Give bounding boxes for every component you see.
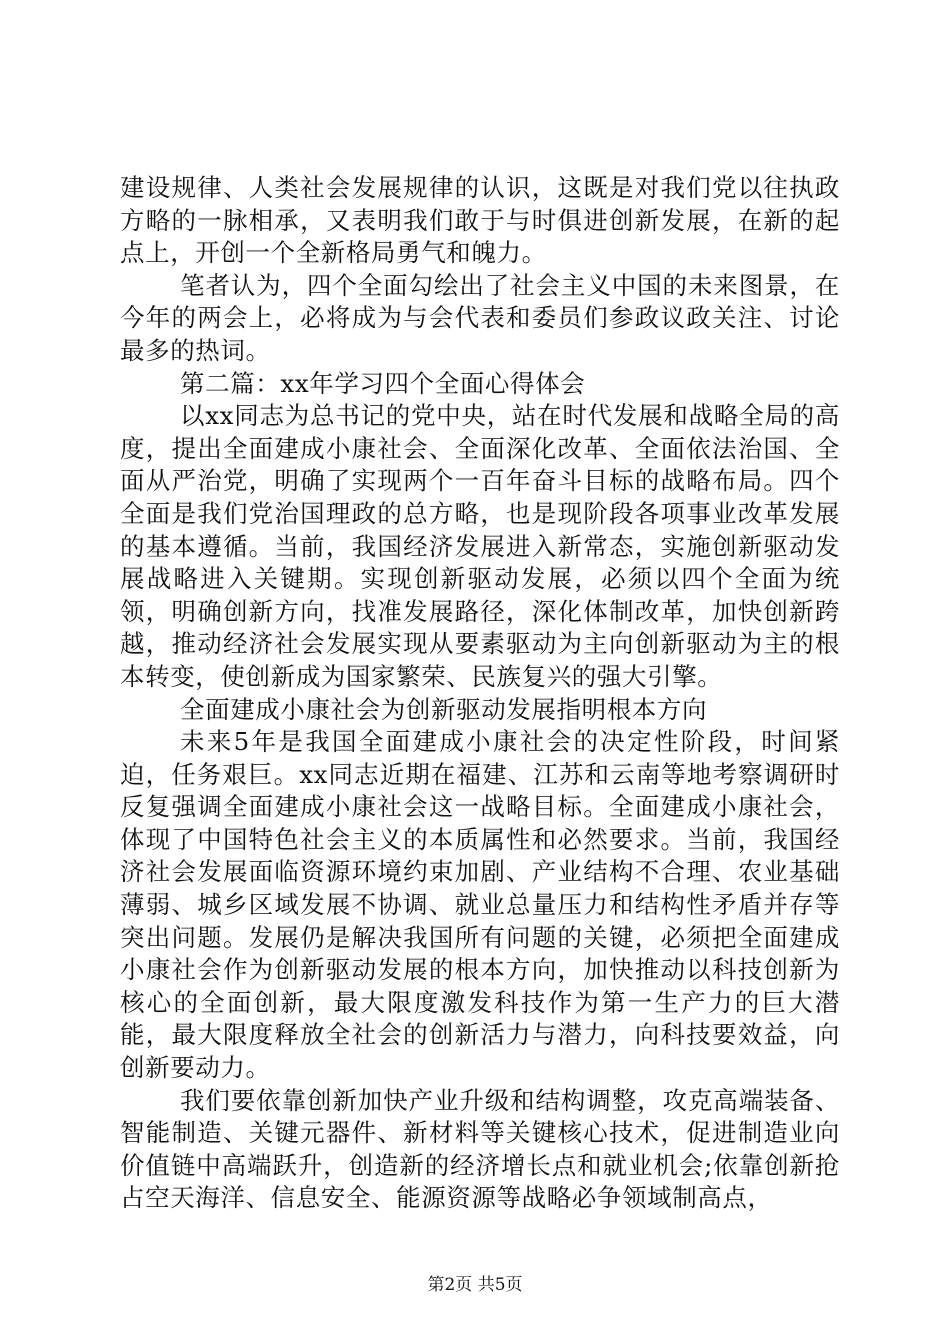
paragraph-4: 未来5年是我国全面建成小康社会的决定性阶段，时间紧迫，任务艰巨。xx同志近期在福建、江苏和云南等地考察调研时反复强调全面建成小康社会这一战略目标。全面建成小康社会，体现了中国特色社会主义的本质属性和必然要求。当前，我国经济社会发展面临资源环境约束加剧、产业结构不合理、农业基础薄弱、城乡区域发展不协调、就业总量压力和结构性矛盾并存等突出问题。发展仍是解决我国所有问题的关键，必须把全面建成小康社会作为创新驱动发展的根本方向，加快推动以科技创新为核心的全面创新，最大限度激发科技作为第一生产力的巨大潜能，最大限度释放全社会的创新活力与潜力，向科技要效益，向创新要动力。	[120, 727, 840, 1083]
subheading: 全面建成小康社会为创新驱动发展指明根本方向	[180, 694, 708, 724]
document-body	[120, 172, 840, 1215]
section-heading: 第二篇：xx年学习四个全面心得体会	[180, 368, 586, 398]
paragraph-5: 我们要依靠创新加快产业升级和结构调整，攻克高端装备、智能制造、关键元器件、新材料等关键核心技术，促进制造业向价值链中高端跃升，创造新的经济增长点和就业机会;依靠创新抢占空天海洋、信息安全、能源资源等战略必争领域制高点，	[120, 1085, 840, 1213]
paragraph-1: 建设规律、人类社会发展规律的认识，这既是对我们党以往执政方略的一脉相承，又表明我们敢于与时俱进创新发展，在新的起点上，开创一个全新格局勇气和魄力。	[120, 173, 840, 268]
paragraph-3: 以xx同志为总书记的党中央，站在时代发展和战略全局的高度，提出全面建成小康社会、全面深化改革、全面依法治国、全面从严治党，明确了实现两个一百年奋斗目标的战略布局。四个全面是我们党治国理政的总方略，也是现阶段各项事业改革发展的基本遵循。当前，我国经济发展进入新常态，实施创新驱动发展战略进入关键期。实现创新驱动发展，必须以四个全面为统领，明确创新方向，找准发展路径，深化体制改革，加快创新跨越，推动经济社会发展实现从要素驱动为主向创新驱动为主的根本转变，使创新成为国家繁荣、民族复兴的强大引擎。	[120, 401, 840, 691]
page-number-footer: 第2页 共5页	[427, 1275, 523, 1295]
paragraph-2: 笔者认为，四个全面勾绘出了社会主义中国的未来图景，在今年的两会上，必将成为与会代表和委员们参政议政关注、讨论最多的热词。	[120, 270, 840, 365]
